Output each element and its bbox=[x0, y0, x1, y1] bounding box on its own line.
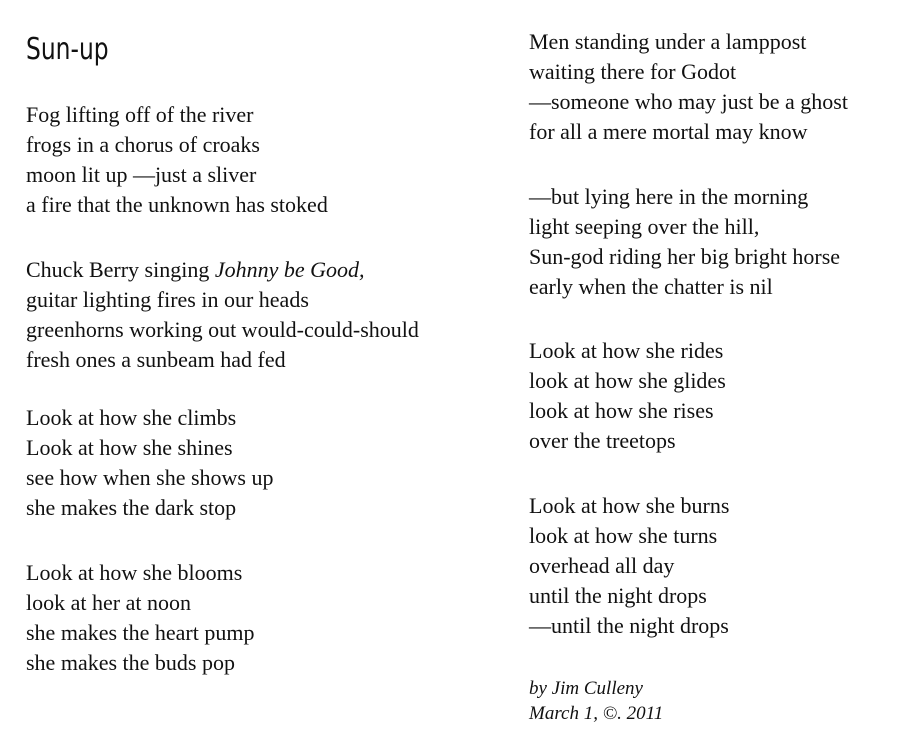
poem-line: look at how she glides bbox=[529, 368, 726, 393]
poem-line: light seeping over the hill, bbox=[529, 214, 760, 239]
poem-line: waiting there for Godot bbox=[529, 59, 737, 84]
poem-line: see how when she shows up bbox=[26, 465, 274, 490]
poem-line: Look at how she blooms bbox=[26, 560, 243, 585]
date-copyright: March 1, ©. 2011 bbox=[529, 703, 664, 724]
poem-line: Look at how she burns bbox=[529, 493, 730, 518]
poem-line: —but lying here in the morning bbox=[529, 184, 809, 209]
poem-line: Fog lifting off of the river bbox=[26, 102, 254, 127]
poem-line: Look at how she climbs bbox=[26, 405, 237, 430]
poem-line: —someone who may just be a ghost bbox=[529, 89, 848, 114]
stanza-6 bbox=[529, 182, 840, 302]
poem-line: over the treetops bbox=[529, 428, 676, 453]
poem-line: look at how she turns bbox=[529, 523, 718, 548]
poem-line: Look at how she rides bbox=[529, 338, 724, 363]
stanza-3 bbox=[26, 403, 273, 523]
poem-line-text: Chuck Berry singing bbox=[26, 257, 215, 282]
poem-line: guitar lighting fires in our heads bbox=[26, 287, 309, 312]
poem-line: Sun-god riding her big bright horse bbox=[529, 244, 841, 269]
byline bbox=[529, 676, 663, 726]
poem-line: she makes the heart pump bbox=[26, 620, 255, 645]
poem-line: greenhorns working out would-could-should bbox=[26, 317, 419, 342]
poem-title: Sun-up bbox=[26, 32, 109, 67]
poem-line: she makes the dark stop bbox=[26, 495, 237, 520]
poem-line: for all a mere mortal may know bbox=[529, 119, 808, 144]
stanza-4 bbox=[26, 558, 255, 678]
stanza-7 bbox=[529, 336, 726, 456]
stanza-2 bbox=[26, 255, 419, 375]
poem-line: a fire that the unknown has stoked bbox=[26, 192, 328, 217]
poem-line: she makes the buds pop bbox=[26, 650, 235, 675]
stanza-1 bbox=[26, 100, 328, 220]
poem-line: Men standing under a lamppost bbox=[529, 29, 807, 54]
poem-line: look at her at noon bbox=[26, 590, 191, 615]
poem-line: moon lit up —just a sliver bbox=[26, 162, 257, 187]
poem-line: early when the chatter is nil bbox=[529, 274, 773, 299]
stanza-8 bbox=[529, 491, 729, 641]
poem-line: —until the night drops bbox=[529, 613, 729, 638]
poem-line: frogs in a chorus of croaks bbox=[26, 132, 260, 157]
poem-line: Look at how she shines bbox=[26, 435, 233, 460]
poem-line: fresh ones a sunbeam had fed bbox=[26, 347, 286, 372]
song-title: Johnny be Good, bbox=[214, 257, 365, 282]
poem-line: overhead all day bbox=[529, 553, 675, 578]
poem-line bbox=[26, 255, 419, 285]
stanza-5 bbox=[529, 27, 848, 147]
poem-line: until the night drops bbox=[529, 583, 707, 608]
poem-line: look at how she rises bbox=[529, 398, 714, 423]
author: by Jim Culleny bbox=[529, 678, 643, 699]
